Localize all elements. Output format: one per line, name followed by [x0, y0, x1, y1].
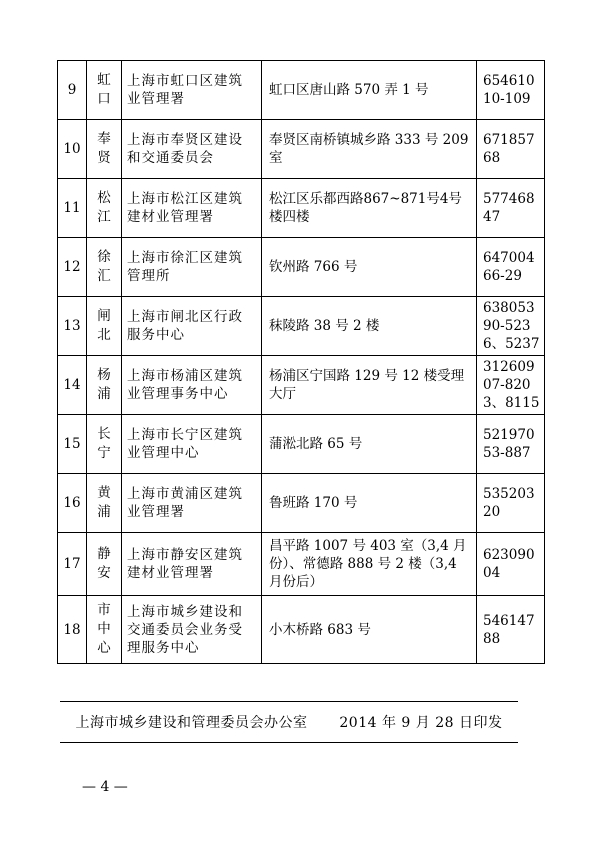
issuance-line — [60, 712, 518, 732]
footer-top-rule — [60, 701, 518, 702]
organization-name-cell — [122, 297, 262, 356]
address: 鲁班路 170 号 — [269, 495, 358, 511]
district-name-cell — [87, 415, 122, 474]
district-name: 黄浦 — [97, 485, 111, 520]
district-name: 市中心 — [97, 602, 111, 656]
row-number: 10 — [63, 141, 81, 157]
address: 松江区乐都西路867~871号4号楼四楼 — [269, 191, 462, 225]
organization-name-cell — [122, 415, 262, 474]
table-row — [58, 474, 545, 533]
organization-name: 上海市松江区建筑建材业管理署 — [127, 191, 243, 225]
organization-name: 上海市虹口区建筑业管理署 — [127, 73, 243, 107]
organization-name: 上海市徐汇区建筑管理所 — [127, 250, 243, 284]
organization-name-cell — [122, 533, 262, 596]
row-number: 15 — [63, 436, 81, 452]
address: 虹口区唐山路 570 弄 1 号 — [269, 82, 429, 98]
organization-name-cell — [122, 179, 262, 238]
district-name: 闸北 — [97, 308, 111, 343]
address: 杨浦区宁国路 129 号 12 楼受理大厅 — [269, 368, 465, 402]
row-number: 9 — [67, 82, 77, 98]
row-number-cell — [58, 596, 87, 664]
phone-number: 52197053-887 — [483, 427, 535, 461]
row-number-cell — [58, 61, 87, 120]
organization-name-cell — [122, 356, 262, 415]
district-name: 徐汇 — [97, 249, 111, 284]
issuer-name: 上海市城乡建设和管理委员会办公室 — [75, 715, 308, 731]
address: 钦州路 766 号 — [269, 259, 358, 275]
phone-number-cell — [477, 297, 545, 356]
phone-number: 63805390-5236、5237 — [483, 300, 540, 352]
address: 秣陵路 38 号 2 楼 — [269, 318, 380, 334]
address-cell — [262, 415, 477, 474]
row-number: 12 — [63, 259, 81, 275]
phone-number: 53520320 — [483, 486, 535, 520]
district-name: 长宁 — [97, 426, 111, 461]
district-name: 松江 — [97, 190, 111, 225]
table-row — [58, 61, 545, 120]
phone-number: 57746847 — [483, 191, 535, 225]
organization-name-cell — [122, 120, 262, 179]
address: 小木桥路 683 号 — [269, 621, 371, 638]
organization-name: 上海市闸北区行政服务中心 — [127, 309, 243, 343]
organization-name: 上海市静安区建筑建材业管理署 — [127, 547, 243, 581]
district-name: 静安 — [97, 546, 111, 581]
phone-number-cell — [477, 356, 545, 415]
phone-number: 67185768 — [483, 132, 535, 166]
address: 蒲淞北路 65 号 — [269, 436, 363, 452]
table-row — [58, 533, 545, 596]
district-name-cell — [87, 61, 122, 120]
address: 奉贤区南桥镇城乡路 333 号 209 室 — [269, 132, 469, 166]
district-name-cell — [87, 356, 122, 415]
address-cell — [262, 61, 477, 120]
district-name: 杨浦 — [97, 367, 111, 402]
district-name-cell — [87, 238, 122, 297]
district-name-cell — [87, 533, 122, 596]
table-row — [58, 596, 545, 664]
phone-number-cell — [477, 474, 545, 533]
phone-number-cell — [477, 415, 545, 474]
district-name: 虹口 — [97, 72, 111, 107]
row-number-cell — [58, 533, 87, 596]
table-row — [58, 356, 545, 415]
organization-name-cell — [122, 474, 262, 533]
organization-name-cell — [122, 596, 262, 664]
row-number-cell — [58, 415, 87, 474]
table-row — [58, 297, 545, 356]
organization-name: 上海市黄浦区建筑业管理署 — [127, 486, 243, 520]
district-name-cell — [87, 179, 122, 238]
address-cell — [262, 238, 477, 297]
address: 昌平路 1007 号 403 室（3,4 月份）、常德路 888 号 2 楼（3,4 月份后） — [269, 538, 467, 590]
phone-number: 64700466-29 — [483, 250, 535, 284]
row-number-cell — [58, 356, 87, 415]
office-contact-table — [57, 60, 545, 664]
district-name-cell — [87, 596, 122, 664]
footer-bottom-rule — [60, 742, 518, 743]
row-number: 13 — [63, 318, 81, 334]
phone-number-cell — [477, 596, 545, 664]
organization-name-cell — [122, 238, 262, 297]
district-name-cell — [87, 297, 122, 356]
address-cell — [262, 179, 477, 238]
row-number: 16 — [63, 495, 81, 511]
row-number: 14 — [63, 377, 81, 393]
organization-name: 上海市杨浦区建筑业管理事务中心 — [127, 368, 243, 402]
phone-number: 65461010-109 — [483, 73, 535, 107]
phone-number-cell — [477, 533, 545, 596]
phone-number-cell — [477, 120, 545, 179]
table-row — [58, 238, 545, 297]
row-number-cell — [58, 474, 87, 533]
organization-name-cell — [122, 61, 262, 120]
issue-date: 2014 年 9 月 28 日印发 — [339, 715, 503, 731]
organization-name: 上海市城乡建设和交通委员会业务受理服务中心 — [127, 603, 243, 656]
phone-number-cell — [477, 238, 545, 297]
phone-number: 62309004 — [483, 547, 535, 581]
page-number: — 4 — — [82, 779, 128, 795]
address-cell — [262, 596, 477, 664]
organization-name: 上海市长宁区建筑业管理中心 — [127, 427, 243, 461]
phone-number-cell — [477, 179, 545, 238]
row-number: 17 — [63, 556, 81, 572]
phone-number: 31260907-8203、8115 — [483, 359, 540, 411]
row-number-cell — [58, 238, 87, 297]
address-cell — [262, 356, 477, 415]
row-number-cell — [58, 120, 87, 179]
row-number-cell — [58, 297, 87, 356]
table-row — [58, 415, 545, 474]
address-cell — [262, 120, 477, 179]
organization-name: 上海市奉贤区建设和交通委员会 — [127, 132, 243, 166]
district-name: 奉贤 — [97, 131, 111, 166]
row-number: 11 — [63, 200, 81, 216]
table-row — [58, 120, 545, 179]
district-name-cell — [87, 120, 122, 179]
district-name-cell — [87, 474, 122, 533]
row-number: 18 — [63, 621, 81, 638]
address-cell — [262, 533, 477, 596]
phone-number: 54614788 — [483, 612, 535, 647]
row-number-cell — [58, 179, 87, 238]
address-cell — [262, 474, 477, 533]
phone-number-cell — [477, 61, 545, 120]
address-cell — [262, 297, 477, 356]
table-row — [58, 179, 545, 238]
table-body — [58, 61, 545, 664]
